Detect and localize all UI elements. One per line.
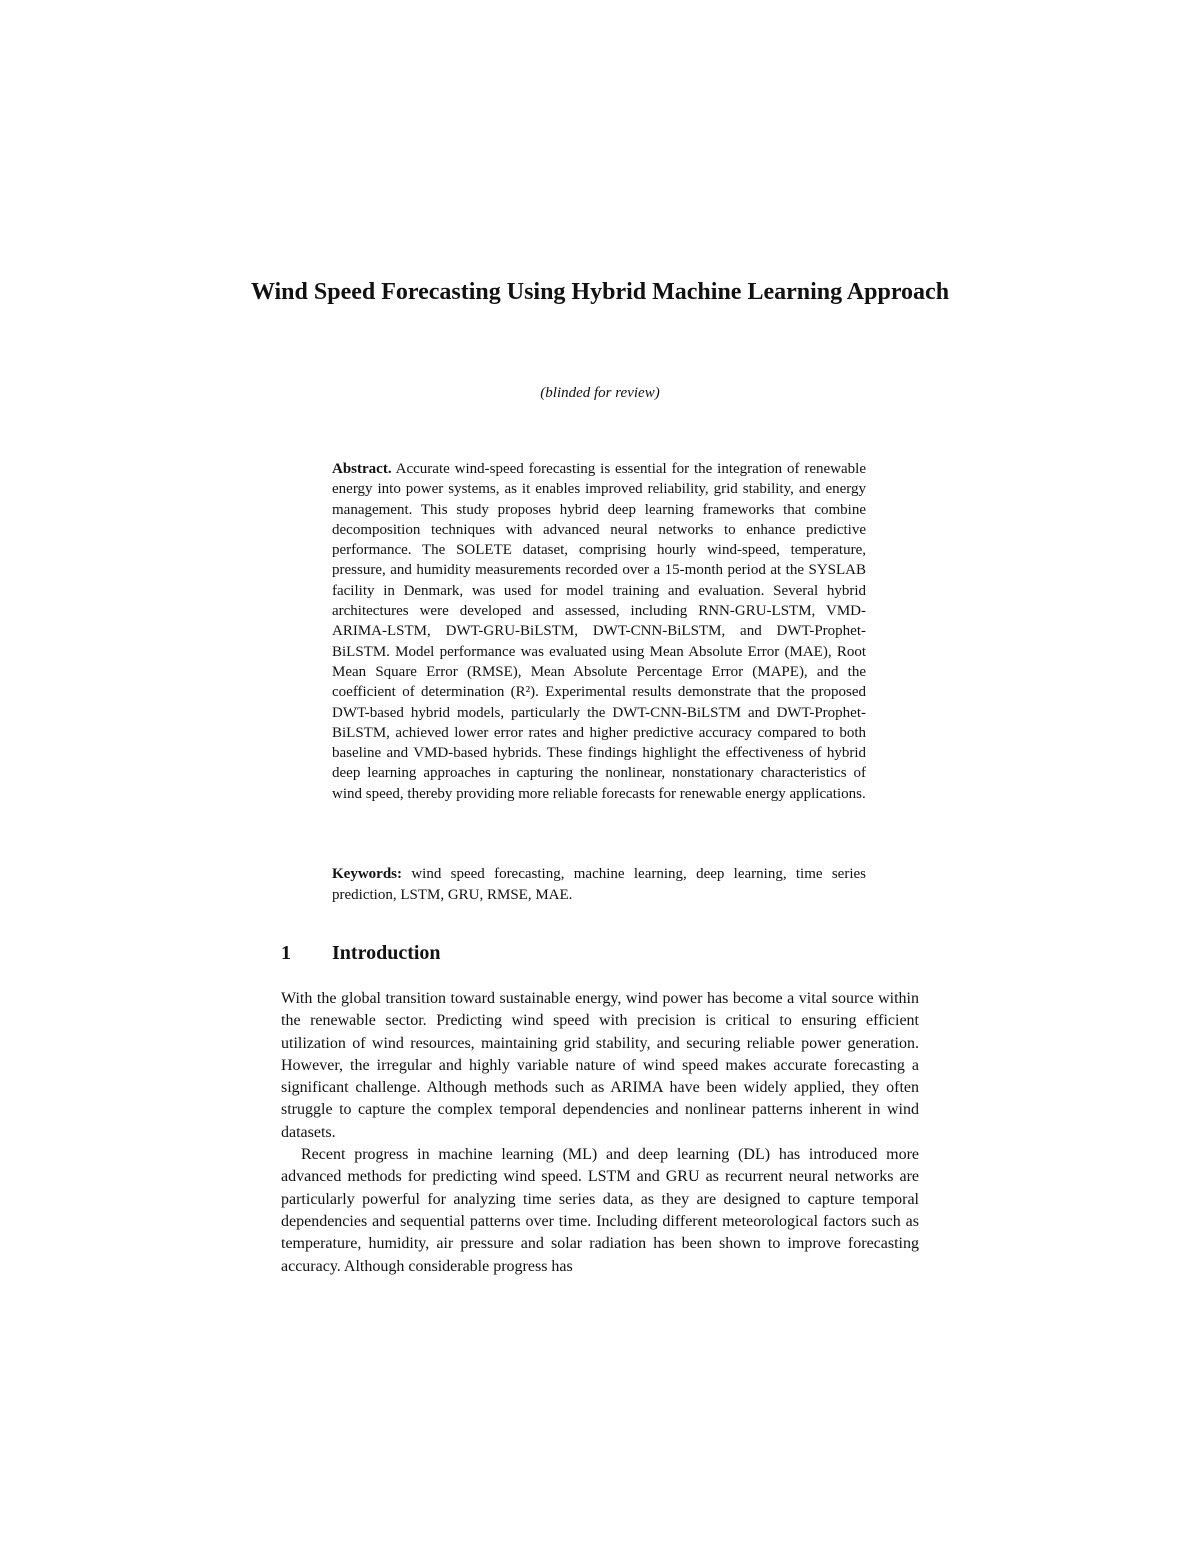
section-number: 1	[281, 942, 291, 964]
keywords	[332, 864, 866, 906]
keywords-text: wind speed forecasting, machine learning, deep learning, time series prediction, LSTM, GRU, RMSE, MAE.	[332, 866, 866, 903]
author-line: (blinded for review)	[540, 385, 660, 401]
paper-title: Wind Speed Forecasting Using Hybrid Machine Learning Approach	[250, 279, 950, 305]
abstract-text: Accurate wind-speed forecasting is essential for the integration of renewable energy into power systems, as it enables improved reliability, grid stability, and energy management. This study proposes hybrid deep learning frameworks that combine decomposition techniques with advanced neural networks to enhance predictive performance. The SOLETE dataset, comprising hourly wind-speed, temperature, pressure, and humidity measurements recorded over a 15-month period at the SYSLAB facility in Denmark, was used for model training and evaluation. Several hybrid architectures were developed and assessed, including RNN-GRU-LSTM, VMD-ARIMA-LSTM, DWT-GRU-BiLSTM, DWT-CNN-BiLSTM, and DWT-Prophet-BiLSTM. Model performance was evaluated using Mean Absolute Error (MAE), Root Mean Square Error (RMSE), Mean Absolute Percentage Error (MAPE), and the coefficient of determination (R²). Experimental results demonstrate that the proposed DWT-based hybrid models, particularly the DWT-CNN-BiLSTM and DWT-Prophet-BiLSTM, achieved lower error rates and higher predictive accuracy compared to both baseline and VMD-based hybrids. These findings highlight the effectiveness of hybrid deep learning approaches in capturing the nonlinear, nonstationary characteristics of wind speed, thereby providing more reliable forecasts for renewable energy applications.	[332, 461, 866, 802]
abstract-label: Abstract.	[332, 461, 392, 477]
abstract	[332, 459, 866, 804]
section-heading	[281, 940, 921, 966]
section-title: Introduction	[332, 942, 441, 964]
section-body	[281, 988, 919, 1278]
body-paragraph: Recent progress in machine learning (ML) and deep learning (DL) has introduced more advanced methods for predicting wind speed. LSTM and GRU as recurrent neural networks are particularly powerful for analyzing time series data, as they are designed to capture temporal dependencies and sequential patterns over time. Including different meteorological factors such as temperature, humidity, air pressure and solar radiation has been shown to improve forecasting accuracy. Although considerable progress has	[281, 1146, 919, 1275]
body-paragraph: With the global transition toward sustainable energy, wind power has become a vital source within the renewable sector. Predicting wind speed with precision is critical to ensuring efficient utilization of wind resources, maintaining grid stability, and securing reliable power generation. However, the irregular and highly variable nature of wind speed makes accurate forecasting a significant challenge. Although methods such as ARIMA have been widely applied, they often struggle to capture the complex temporal dependencies and nonlinear patterns inherent in wind datasets.	[281, 990, 919, 1141]
keywords-label: Keywords:	[332, 866, 402, 882]
